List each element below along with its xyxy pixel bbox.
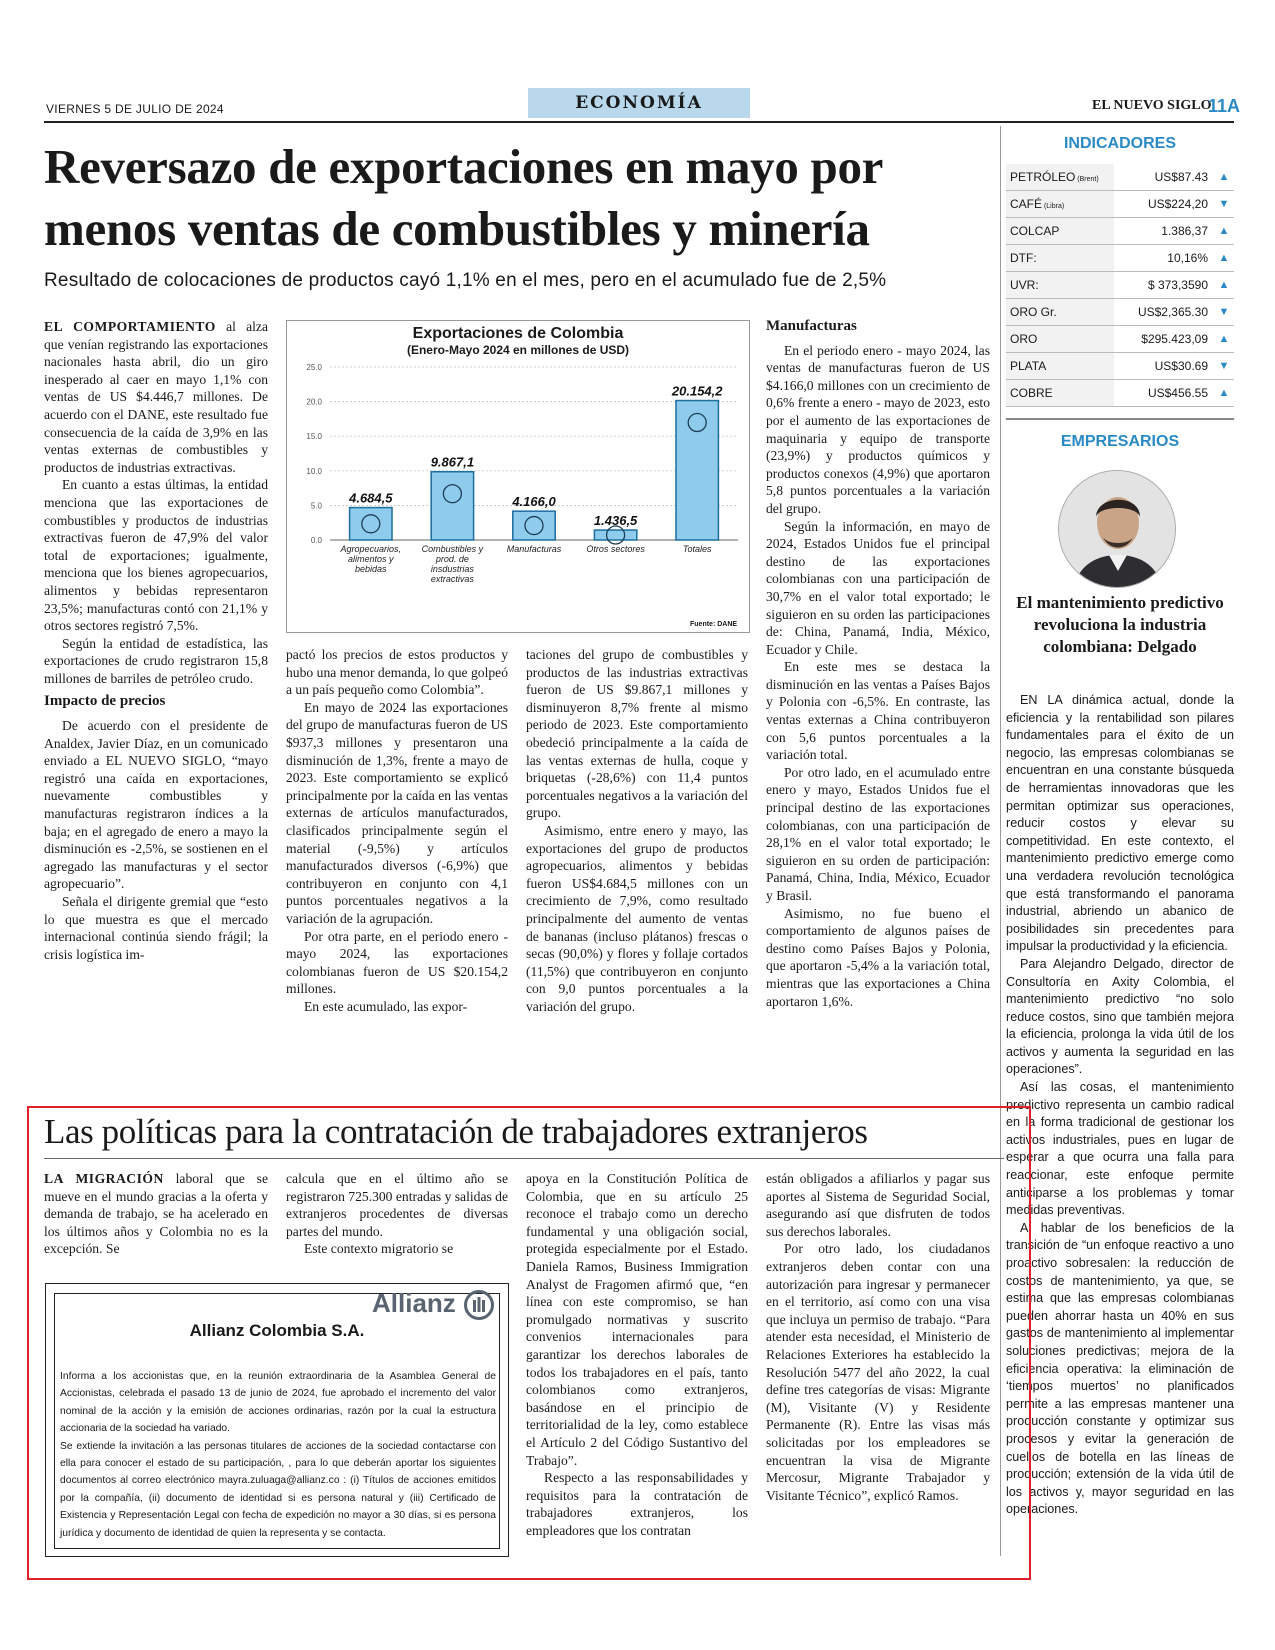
lead-in: EL COMPORTAMIENTO (44, 319, 216, 334)
indicator-note: (Libra) (1042, 203, 1065, 210)
chart-source: Fuente: DANE (690, 621, 738, 628)
indicator-name (1006, 380, 1114, 406)
paragraph: Este contexto migratorio se (304, 1241, 454, 1257)
indicator-value: US$87.43 (1154, 170, 1208, 184)
paragraph: pactó los precios de estos productos y hubo una menor demanda, lo que golpeó a un país pequeño como Colombia”. (286, 647, 508, 698)
indicator-name (1006, 299, 1114, 325)
indicator-row (1006, 218, 1234, 245)
indicator-label: CAFÉ (1010, 197, 1043, 211)
indicator-row (1006, 353, 1234, 380)
paragraph: Por otro lado, en el acumulado entre enero y mayo, Estados Unidos fue el principal destino de las exportaciones colombianas, con una participación de 28,1% en el valor total exportado; le siguieron en su orden de participación: Panamá, China, India, México, Ecuador y Brasil. (766, 764, 990, 903)
paragraph: Señala el dirigente gremial que “esto lo que muestra es que el mercado internacional continúa siendo frágil; la crisis logística im- (44, 894, 268, 962)
masthead: EL NUEVO SIGLO (1092, 98, 1212, 113)
indicator-label: ORO (1010, 332, 1038, 346)
trend-up-icon: ▲ (1218, 279, 1230, 291)
indicator-row (1006, 380, 1234, 407)
paragraph-text: laboral que se mueve en el mundo gracias a la oferta y demanda de trabajo, se ha acelerado en los últimos años y Colombia no es la excepción. Se (44, 1171, 268, 1257)
indicator-value: US$2,365.30 (1137, 305, 1208, 319)
indicator-label: COLCAP (1010, 224, 1060, 238)
empresarios-body (1006, 692, 1234, 1519)
ad-company-name: Allianz Colombia S.A. (189, 1321, 365, 1340)
trend-down-icon: ▼ (1218, 198, 1230, 210)
article-column-3 (526, 646, 748, 1015)
y-tick-label: 20.0 (306, 397, 322, 407)
paragraph: Según la información, en mayo de 2024, Estados Unidos fue el principal destino de las exportaciones colombianas con una participación de 30,7% en el valor total exportado; le siguieron en su orden las participaciones de: China, Panamá, India, México, Ecuador y Chile. (766, 518, 990, 657)
paragraph: De acuerdo con el presidente de Analdex, Javier Díaz, en un comunicado enviado a EL NUEVO SIGLO, “mayo registró una caída en exportaciones, nuevamente combustibles y manufacturas registraron índices a la baja; en el agregado de enero a mayo la disminución es -2,5%, se sostienen en el agregado las manufacturas y el sector agropecuario”. (44, 718, 268, 892)
y-tick-label: 10.0 (306, 466, 322, 476)
ad-text (60, 1368, 496, 1542)
migration-column-4 (766, 1170, 990, 1504)
indicator-label: UVR: (1010, 278, 1039, 292)
indicator-row (1006, 299, 1234, 326)
trend-up-icon: ▲ (1218, 333, 1230, 345)
paragraph: En este acumulado, las expor- (304, 998, 468, 1014)
y-tick-label: 0.0 (310, 536, 322, 545)
trend-up-icon: ▲ (1218, 171, 1230, 183)
indicator-name (1006, 191, 1114, 217)
paragraph: apoya en la Constitución Política de Colombia, que en su artículo 25 reconoce el trabajo como un derecho fundamental y una obligación social, protegida especialmente por el Estado. Daniela Ramos, Business Immigration Analyst de Fragomen afirmó que, “en línea con este compromiso, se han promulgado normativas y suscrito convenios internacionales para garantizar los derechos laborales de todos los trabajadores en el país, tanto colombianos como extranjeros, basándose en el principio de territorialidad de la ley, como establece el Artículo 2 del Código Sustantivo del Trabajo”. (526, 1171, 748, 1468)
indicator-value: 10,16% (1167, 251, 1208, 265)
section-rule (44, 1158, 1004, 1159)
paragraph: En mayo de 2024 las exportaciones del grupo de manufacturas fueron de US $937,3 millones y presentaron una disminución de 1,3%, frente a mayo de 2023. Este comportamiento se explicó principalmente por la caída en las ventas externas de artículos manufacturados, clasificados principalmente según el material (-9,5%) y artículos manufacturados diversos (-6,9%) que contribuyeron en conjunto con 4,1 puntos porcentuales negativos a la variación de la agrupación. (286, 699, 508, 926)
paragraph: Al hablar de los beneficios de la transición de “un enfoque reactivo a uno proactivo sobresalen: la reducción de costos de mantenimiento, ya que, se estima que las empresas colombianas pueden ahorrar hasta un 40% en sus gastos de mantenimiento al implementar soluciones predictivas; mejora de la eficiencia operativa: la eliminación de ‘tiempos muertos’ no planificados permite a las empresas mantener una producción constante y optimizar sus procesos y evitar la generación de cuellos de botella en las líneas de producción; extensión de la vida útil de los activos y, mayor seguridad en las operaciones. (1006, 1220, 1234, 1517)
page-number: 11A (1208, 96, 1241, 116)
bar (594, 530, 636, 540)
migration-column-3 (526, 1170, 748, 1539)
paragraph: Para Alejandro Delgado, director de Consultoría en Axity Colombia, el mantenimiento predictivo “no solo reduce costos, sino que también mejora la eficiencia, prolonga la vida útil de los activos y aumenta la seguridad en las operaciones”. (1006, 956, 1234, 1077)
data-label: 4.166,0 (512, 494, 556, 510)
header-rule (44, 121, 1234, 123)
paragraph: taciones del grupo de combustibles y productos de las industrias extractivas fueron de US $9.867,1 millones y disminuyeron 8,7% frente al mismo periodo de 2023. Este comportamiento obedeció principalmente a la caída de las ventas externas de hulla, coque y briquetas (-28,6%) con 11,4 puntos porcentuales negativos a la variación del grupo. (526, 647, 748, 821)
section-tag: ECONOMÍA (528, 88, 750, 118)
data-label: 20.154,2 (671, 383, 723, 399)
paragraph: Asimismo, no fue bueno el comportamiento de algunos países de destino como Países Bajos y Polonia, que aportaron -5,4% a la variación total, mientras que las exportaciones a China aportaron 1,6%. (766, 905, 990, 1009)
indicator-value: US$456.55 (1147, 386, 1208, 400)
indicator-value: 1.386,37 (1161, 224, 1208, 238)
paragraph: calcula que en el último año se registraron 725.300 entradas y salidas de extranjeros procedentes de diversas partes del mundo. (286, 1171, 508, 1239)
empresarios-headline: El mantenimiento predictivo revoluciona la industria colombiana: Delgado (1016, 593, 1224, 656)
indicator-label: DTF: (1010, 251, 1037, 265)
section-headline: Las políticas para la contratación de trabajadores extranjeros (44, 1112, 868, 1151)
indicator-row (1006, 245, 1234, 272)
paragraph: Asimismo, entre enero y mayo, las exportaciones del grupo de productos agropecuarios, alimentos y bebidas fueron US$4.684,5 millones con un crecimiento de 7,9%, como resultado principalmente del aumento de ventas de bananas (incluso plátanos) frescas o secas (90,0%) y flores y follaje cortados (11,5%) que contribuyeron en conjunto con 9,0 puntos porcentuales a la variación del grupo. (526, 822, 748, 1014)
exports-bar-chart (286, 320, 750, 633)
paragraph: En este mes se destaca la disminución en las ventas a Países Bajos y Polonia con -6,5%. En contraste, las ventas externas a China contribuyeron con 5,6 puntos porcentuales a la variación total. (766, 659, 990, 763)
indicator-value: US$224,20 (1147, 197, 1208, 211)
paragraph: Respecto a las responsabilidades y requisitos para la contratación de trabajadores extranjeros, los empleadores que los contratan (526, 1470, 748, 1538)
bar (431, 472, 473, 540)
indicator-value: $ 373,3590 (1147, 278, 1208, 292)
data-label: 9.867,1 (430, 454, 475, 470)
x-tick-label: Totales (682, 544, 712, 554)
indicators-title: INDICADORES (1063, 135, 1176, 152)
y-tick-label: 5.0 (310, 501, 322, 511)
indicator-label: COBRE (1010, 386, 1053, 400)
indicator-label: ORO Gr. (1010, 305, 1057, 319)
article-column-4 (766, 312, 990, 1010)
article-column-2 (286, 646, 508, 1015)
lead-in: LA MIGRACIÓN (44, 1171, 164, 1186)
y-tick-label: 25.0 (306, 363, 322, 372)
bar (676, 401, 718, 540)
portrait-illustration (1059, 471, 1176, 588)
article-subhead: Resultado de colocaciones de productos cayó 1,1% en el mes, pero en el acumulado fue de 2,5% (44, 270, 887, 291)
indicator-row (1006, 326, 1234, 353)
paragraph: En cuanto a estas últimas, la entidad menciona que las exportaciones de combustibles y productos de industrias extractivas fueron de 47,9% del valor total de exportaciones; igualmente, menciona que los bienes agropecuarios, alimentos y bebidas representaron 23,5%; manufacturas contó con 21,1% y otros sectores registró 7,5%. (44, 477, 268, 634)
data-label: 4.684,5 (349, 490, 393, 506)
indicator-row (1006, 164, 1234, 191)
logo-bars (467, 1293, 491, 1317)
y-tick-label: 15.0 (306, 432, 322, 442)
indicator-name (1006, 164, 1114, 190)
chart-title: Exportaciones de Colombia (412, 325, 624, 342)
indicator-name (1006, 272, 1114, 298)
paragraph: EN LA dinámica actual, donde la eficiencia y la rentabilidad son pilares fundamentales para el éxito de un negocio, las empresas colombianas se encuentran en una constante búsqueda de herramientas innovadoras que les permitan optimizar sus operaciones, reducir costos y elevar su competitividad. En este contexto, el mantenimiento predictivo emerge como una verdadera revolución tecnológica que está transformando el panorama industrial, abriendo un abanico de posibilidades sin precedentes para impulsar la productividad y la eficiencia. (1006, 693, 1234, 954)
indicator-value: US$30.69 (1154, 359, 1208, 373)
indicator-name (1006, 353, 1114, 379)
indicator-row (1006, 191, 1234, 218)
x-tick-label: Combustibles y prod. de insdustrias extractivas (421, 544, 484, 584)
article-column-1 (44, 318, 268, 963)
paragraph: están obligados a afiliarlos y pagar sus aportes al Sistema de Seguridad Social, asegurando así que disfruten de todos sus derechos laborales. (766, 1171, 990, 1239)
paragraph: Informa a los accionistas que, en la reunión extraordinaria de la Asamblea General de Accionistas, celebrada el pasado 13 de junio de 2024, fue aprobado el incremento del valor nominal de la acción y la emisión de acciones ordinarias, razón por la cual la estructura accionaria de la sociedad ha variado. (60, 1371, 496, 1435)
trend-up-icon: ▲ (1218, 252, 1230, 264)
indicators-table (1006, 164, 1234, 407)
indicator-name (1006, 218, 1114, 244)
indicator-label: PETRÓLEO (1010, 170, 1076, 184)
issue-date: VIERNES 5 DE JULIO DE 2024 (46, 102, 224, 116)
indicators-rule (1006, 418, 1234, 420)
paragraph-text: al alza que venían registrando las exportaciones nacionales hasta abril, dio un giro inesperado al caer en mayo 1,1% con ventas de US $4.446,7 millones. De acuerdo con el DANE, este resultado fue consecuencia de la caída de 3,9% en las ventas externas de combustibles y productos de industrias extractivas. (44, 319, 268, 475)
paragraph: Según la entidad de estadística, las exportaciones de crudo registraron 15,8 millones de barriles de petróleo crudo. (44, 635, 268, 686)
subheading: Impacto de precios (44, 693, 166, 710)
x-tick-label: Otros sectores (586, 544, 645, 554)
empresarios-title: EMPRESARIOS (1060, 433, 1180, 450)
trend-down-icon: ▼ (1218, 360, 1230, 372)
paragraph: Por otra parte, en el periodo enero - mayo 2024, las exportaciones colombianas fueron de US $20.154,2 millones. (286, 928, 508, 997)
indicator-name (1006, 245, 1114, 271)
indicator-row (1006, 272, 1234, 299)
paragraph (44, 1170, 268, 1258)
paragraph: Se extiende la invitación a las personas titulares de acciones de la sociedad contactarse con ella para conocer el estado de su participación, , para lo que deberán aportar los siguientes documentos al correo electrónico mayra.zuluaga@allianz.co : (i) Títulos de acciones emitidos por la compañía, (ii) documento de identidad si es persona natural y (iii) Certificado de Existencia y Representación Legal con fecha de expedición no mayor a 30 días, si es persona jurídica y documento de identidad de quien la representa y se contacta. (60, 1440, 496, 1539)
trend-down-icon: ▼ (1218, 306, 1230, 318)
paragraph: Por otro lado, los ciudadanos extranjeros deben contar con una autorización para ingresar y permanecer en el territorio, así como con una visa que incluya un permiso de trabajo. “Para atender esta necesidad, el Ministerio de Relaciones Exteriores ha establecido la Resolución 5477 del año 2022, la cual define tres categorías de visas: Migrante (M), Visitante (V) y Residente Permanente (R). Entre las visas más solicitadas por los empleadores se encuentran la visa de Migrante Mercosur, Migrante Trabajador y Visitante Técnico”, explicó Ramos. (766, 1241, 990, 1503)
migration-column-2 (286, 1170, 508, 1258)
chart-subtitle: (Enero-Mayo 2024 en millones de USD) (406, 343, 630, 357)
trend-up-icon: ▲ (1218, 387, 1230, 399)
bar (513, 511, 555, 540)
paragraph: En el periodo enero - mayo 2024, las ventas de manufacturas fueron de US $4.166,0 millones con un crecimiento de 0,6% frente a enero - mayo de 2023, esto por el aumento de las exportaciones de maquinaria y equipo de transporte (23,9%) y productos químicos y productos conexos (4,9%) que aportaron 5,8 puntos porcentuales a la variación del grupo. (766, 342, 990, 516)
indicator-value: $295.423,09 (1141, 332, 1208, 346)
executive-portrait (1058, 470, 1176, 588)
indicator-label: PLATA (1010, 359, 1047, 373)
indicator-name (1006, 326, 1114, 352)
subheading: Manufacturas (766, 318, 857, 334)
x-tick-label: Agropecuarios, alimentos y bebidas (340, 544, 402, 574)
migration-column-1 (44, 1170, 268, 1258)
article-headline: Reversazo de exportaciones en mayo por menos ventas de combustibles y minería (44, 139, 883, 256)
data-label: 1.436,5 (593, 513, 638, 529)
paragraph: Así las cosas, el mantenimiento predictivo representa un cambio radical en la forma tradicional de gestionar los activos industriales, pues en lugar de esperar a que ocurra una falla para reaccionar, este enfoque permite anticiparse a los problemas y tomar medidas preventivas. (1006, 1080, 1234, 1218)
indicator-note: (Brent) (1075, 176, 1099, 183)
allianz-logo: Allianz (372, 1288, 456, 1318)
bar (350, 508, 392, 540)
trend-up-icon: ▲ (1218, 225, 1230, 237)
paragraph (44, 318, 268, 476)
x-tick-label: Manufacturas (506, 544, 562, 554)
allianz-logo-icon (464, 1290, 494, 1320)
